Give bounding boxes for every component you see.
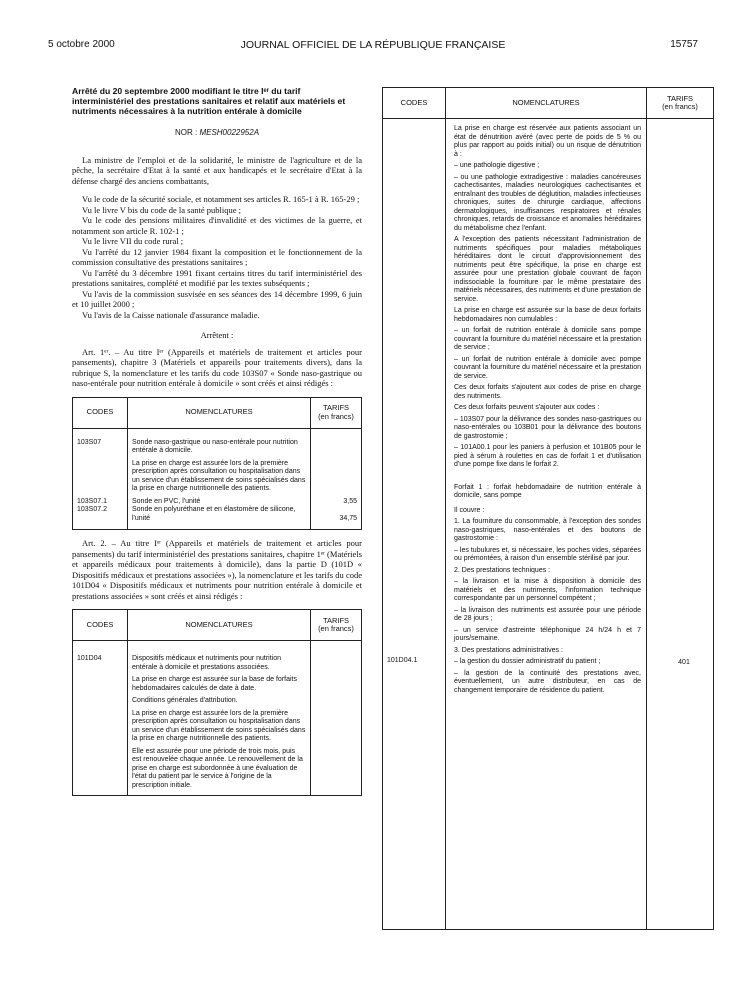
vu-6: Vu l'arrêté du 3 décembre 1991 fixant certains titres du tarif interministériel des prestations sanitaires, complété et modifié par les textes subséquents ; bbox=[72, 267, 362, 288]
forfait-1: Forfait 1 : forfait hebdomadaire de nutrition entérale à domicile, sans pompe bbox=[454, 483, 641, 499]
table-101D04-continued bbox=[382, 87, 714, 930]
col-codes: CODES bbox=[73, 397, 128, 428]
table-row: Dispositifs médicaux et nutriments pour nutrition entérale à domicile et prestations associées. La prise en charge est assurée sur la base de forfaits hebdomadaires calculés de date à date. Conditions générales d'attribution. La prise en charge est assurée lors de la première prescription après consultation ou hospitalisation dans un service d'un établissement de soins spécialisés dans la prise en charge nutritionnelle des patients. Elle est assurée pour une période de trois mois, puis est renouvelée chaque année. Le renouvellement de la prise en charge est subordonnée à une évaluation de l'état du patient par le service à l'origine de la prescription initiale. bbox=[128, 641, 311, 796]
article-1: Art. 1ᵉʳ. – Au titre Iᵉʳ (Appareils et matériels de traitement et articles pour pansements), chapitre 3 (Matériels et appareils pour traitements divers), dans la rubrique S, la nomenclature et les tarifs du code 103S07 « Sonde naso-gastrique ou naso-entérale pour nutrition entérale à domicile » sont créés et ainsi rédigés : bbox=[72, 346, 362, 388]
col-nomenclatures: NOMENCLATURES bbox=[128, 610, 311, 641]
left-column bbox=[72, 86, 362, 796]
vu-3: Vu le code des pensions militaires d'invalidité et des victimes de la guerre, et notamment son article R. 102-1 ; bbox=[72, 215, 362, 236]
vu-1: Vu le code de la sécurité sociale, et notamment ses articles R. 165-1 à R. 165-29 ; bbox=[82, 194, 360, 204]
code-103S07-2: 103S07.2 bbox=[73, 506, 128, 530]
tarifs-cell bbox=[647, 119, 714, 930]
tarif-value: 3,55 bbox=[311, 498, 362, 507]
tarif-value: 34,75 bbox=[311, 506, 362, 530]
table-101D04 bbox=[72, 609, 362, 796]
journal-title: JOURNAL OFFICIEL DE LA RÉPUBLIQUE FRANÇAISE bbox=[240, 39, 506, 51]
col-tarifs: TARIFS (en francs) bbox=[311, 610, 362, 641]
code-103S07-1: 103S07.1 bbox=[73, 498, 128, 507]
vu-4: Vu le livre VII du code rural ; bbox=[82, 236, 184, 246]
vu-7: Vu l'avis de la commission susvisée en ses séances des 14 décembre 1999, 6 juin et 10 juillet 2000 ; bbox=[72, 288, 362, 309]
col-nomenclatures: NOMENCLATURES bbox=[446, 88, 647, 119]
page-number: 15757 bbox=[670, 39, 698, 50]
right-column bbox=[382, 87, 714, 930]
vu-5: Vu l'arrêté du 12 janvier 1984 fixant la composition et le fonctionnement de la commission consultative des prestations sanitaires ; bbox=[72, 246, 362, 267]
table-row: Sonde en polyuréthane et en élastomère de silicone, l'unité bbox=[128, 506, 311, 530]
code-103S07: 103S07 bbox=[73, 428, 128, 498]
table-row: Sonde en PVC, l'unité bbox=[128, 498, 311, 507]
codes-cell bbox=[383, 119, 446, 930]
page-header bbox=[48, 39, 698, 53]
code-101D04: 101D04 bbox=[73, 641, 128, 796]
col-tarifs: TARIFS (en francs) bbox=[647, 88, 714, 119]
col-codes: CODES bbox=[383, 88, 446, 119]
arretent: Arrêtent : bbox=[200, 330, 234, 340]
preamble: La ministre de l'emploi et de la solidarité, le ministre de l'agriculture et de la pêche, la secrétaire d'Etat à la santé et aux handicapés et le secrétaire d'Etat à la défense chargé des anciens combattants, bbox=[72, 154, 362, 186]
issue-date: 5 octobre 2000 bbox=[48, 39, 115, 50]
col-nomenclatures: NOMENCLATURES bbox=[128, 397, 311, 428]
code-101D04-1: 101D04.1 bbox=[387, 657, 418, 664]
nomenclature-cell: La prise en charge est réservée aux patients associant un état de dénutrition avéré (avec perte de poids de 5 % ou plus par rapport au poids initial) ou un risque de dénutrition à : – une pathologie digestive ; – ou une pathologie extradigestive : maladies cancéreuses cachectisantes, maladies neurologiques cachectisantes et entraînant des troubles de déglutition, maladies infectieuses chroniques, suites de chirurgie cardiaque, affections dermatologiques, insuffisances respiratoires et rénales chroniques, retards de croissance et anomalies héréditaires du métabolisme chez l'enfant. A l'exception des patients nécessitant l'administration de nutriments spécifiques pour maladies métaboliques héréditaires dont le circuit d'approvisionnement des nutriments peut être spécifique, la prise en charge est assurée pour une prestation globale couvrant de façon indissociable la fourniture par le même prestataire des matériels nécessaires, des nutriments et d'une prestation de service. La prise en charge est assurée sur la base de deux forfaits hebdomadaires non cumulables : – un forfait de nutrition entérale à domicile sans pompe couvrant la fourniture du matériel nécessaire et la prestation de service ; – un forfait de nutrition entérale à domicile avec pompe couvrant la fourniture du matériel nécessaire et la prestation de service. Ces deux forfaits s'ajoutent aux codes de prise en charge des nutriments. Ces deux forfaits peuvent s'ajouter aux codes : – 103S07 pour la délivrance des sondes naso-gastriques ou naso-entérales ou 103B01 pour la délivrance des boutons de gastrostomie ; – 101A00.1 pour les paniers à perfusion et 101B05 pour le pied à sérum à roulettes en cas de forfait 1 et d'utilisation d'une pompe fixe dans le forfait 2. Forfait 1 : forfait hebdomadaire de nutrition entérale à domicile, sans pompe Il couvre : 1. La fourniture du consommable, à l'exception des sondes naso-gastriques, naso-entérales et des boutons de gastrostomie : – les tubulures et, si nécessaire, les poches vides, séparées ou prémontées, à raison d'un ensemble stérilisé par jour. 2. Des prestations techniques : – la livraison et la mise à disposition à domicile des matériels et des nutriments, l'information technique correspondante par un personnel compétent ; – la livraison des nutriments est assurée pour une période de 28 jours ; – un service d'astreinte téléphonique 24 h/24 h et 7 jours/semaine. 3. Des prestations administratives : – la gestion du dossier administratif du patient ; – la gestion de la continuité des prestations avec, éventuellement, un autre distributeur, en cas de changement temporaire de résidence du patient. bbox=[446, 119, 647, 930]
vu-2: Vu le livre V bis du code de la santé publique ; bbox=[82, 204, 241, 215]
col-codes: CODES bbox=[73, 610, 128, 641]
decree-title: Arrêté du 20 septembre 2000 modifiant le titre Iᵉʳ du tarif interministériel des prestations sanitaires et relatif aux matériels et nutriments nécessaires à la nutrition entérale à domicile bbox=[72, 86, 346, 116]
article-2: Art. 2. – Au titre Iᵉʳ (Appareils et matériels de traitement et articles pour pansements) du tarif interministériel des prestations sanitaires, chapitre 1ᵉʳ (Matériels et appareils médicaux pour traitements à domicile), dans la partie D (101D « Dispositifs médicaux et prestations associées »), la nomenclature et les tarifs du code 101D04 « Dispositifs médicaux et nutriments pour nutrition entérale à domicile et prestations associées » sont créés et ainsi rédigés : bbox=[72, 538, 362, 601]
col-tarifs: TARIFS (en francs) bbox=[311, 397, 362, 428]
nor-reference: NOR : MESH0022952A bbox=[174, 128, 260, 137]
table-103S07 bbox=[72, 397, 362, 531]
vu-8: Vu l'avis de la Caisse nationale d'assurance maladie. bbox=[82, 309, 260, 320]
tarif-value: 401 bbox=[678, 659, 690, 666]
table-row: Sonde naso-gastrique ou naso-entérale pour nutrition entérale à domicile. La prise en charge est assurée lors de la première prescription après consultation ou hospitalisation dans un service d'un établissement de soins spécialisés dans la prise en charge nutritionnelle des patients. bbox=[128, 428, 311, 498]
